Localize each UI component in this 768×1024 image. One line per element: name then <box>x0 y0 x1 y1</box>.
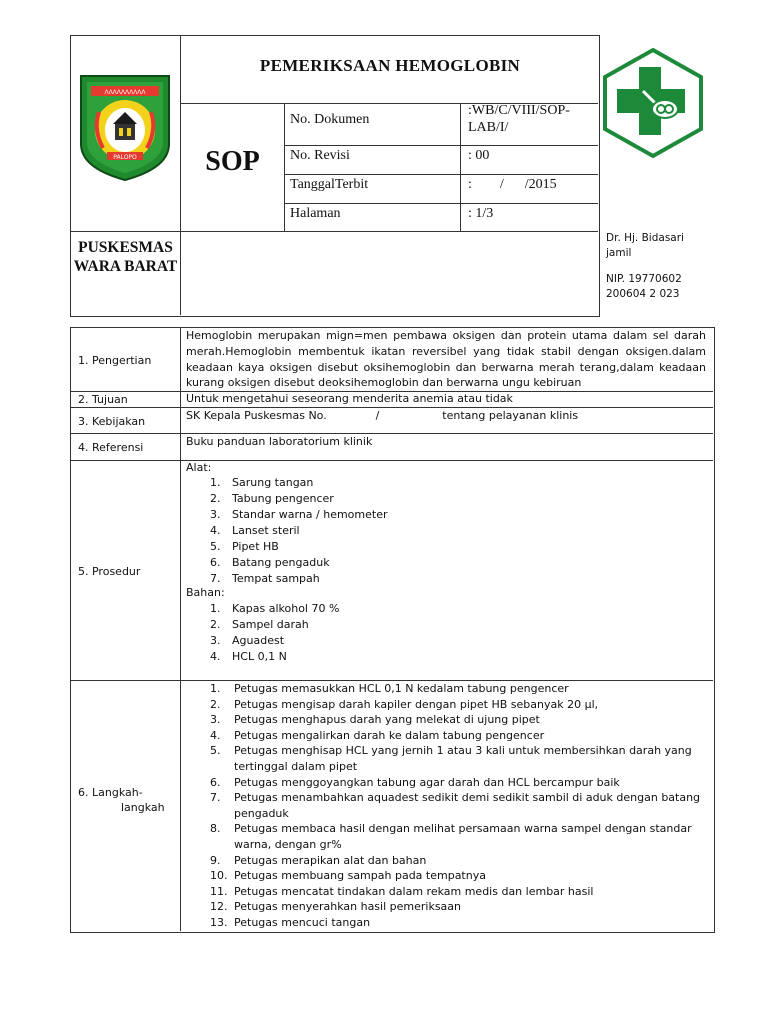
list-item: 3. Standar warna / hemometer <box>210 508 388 521</box>
pengertian-line: merah.Hemoglobin membentuk ikatan reversibel yang tidak stabil dengan oksigen.dalam <box>186 345 706 358</box>
list-item: 2. Sampel darah <box>210 618 309 631</box>
list-item: 1. Sarung tangan <box>210 476 314 489</box>
header-divider <box>284 174 598 175</box>
table-divider <box>70 460 713 461</box>
sop-label: SOP <box>205 146 260 177</box>
step-item: 6. Petugas menggoyangkan tabung agar darah dan HCL bercampur baik <box>210 775 620 789</box>
page-value: : 1/3 <box>468 206 494 221</box>
kebijakan-text: SK Kepala Puskesmas No. / tentang pelayanan klinis <box>186 409 579 422</box>
bahan-list <box>186 601 339 665</box>
list-item: 7. Tempat sampah <box>210 572 320 585</box>
section-label-referensi: 4. Referensi <box>78 441 144 454</box>
step-item: 11. Petugas mencatat tindakan dalam rekam medis dan lembar hasil <box>210 884 594 898</box>
header-divider <box>284 203 598 204</box>
alat-list <box>186 475 388 587</box>
section-label-prosedur: 5. Prosedur <box>78 565 141 578</box>
list-item: 4. Lanset steril <box>210 524 300 537</box>
referensi-text: Buku panduan laboratorium klinik <box>186 435 373 448</box>
list-item: 2. Tabung pengencer <box>210 492 334 505</box>
puskesmas-name: PUSKESMAS WARA BARAT <box>73 239 178 275</box>
pengertian-line: kurang oksigen disebut deoksihemoglobin dan berwarna ungu kebiruan <box>186 376 582 389</box>
section-label-pengertian: 1. Pengertian <box>78 354 152 367</box>
step-item: 12. Petugas menyerahkan hasil pemeriksaan <box>210 900 462 914</box>
health-cross-logo <box>601 47 705 159</box>
table-divider <box>70 433 713 434</box>
step-item-cont: tertinggal dalam pipet <box>234 759 358 773</box>
step-item: 2. Petugas mengisap darah kapiler dengan pipet HB sebanyak 20 µl, <box>210 697 599 711</box>
step-item-cont: warna, dengan gr% <box>234 837 342 851</box>
revision-value: : 00 <box>468 148 490 163</box>
bahan-heading: Bahan: <box>186 586 225 599</box>
step-item: 1. Petugas memasukkan HCL 0,1 N kedalam tabung pengencer <box>210 682 569 695</box>
issue-date-value: : / /2015 <box>468 177 557 192</box>
step-item: 8. Petugas membaca hasil dengan melihat persamaan warna sampel dengan standar <box>210 822 692 836</box>
list-item: 1. Kapas alkohol 70 % <box>210 602 340 615</box>
step-item: 9. Petugas merapikan alat dan bahan <box>210 853 427 867</box>
section-label-kebijakan: 3. Kebijakan <box>78 415 146 428</box>
signer-name: Dr. Hj. Bidasari jamil <box>606 232 684 259</box>
svg-text:PALOPO: PALOPO <box>113 154 137 161</box>
step-item: 10. Petugas membuang sampah pada tempatnya <box>210 869 486 883</box>
revision-label: No. Revisi <box>290 148 350 163</box>
step-item: 4. Petugas mengalirkan darah ke dalam tabung pengencer <box>210 728 545 742</box>
document-title: PEMERIKSAAN HEMOGLOBIN <box>259 56 521 75</box>
alat-heading: Alat: <box>186 461 212 474</box>
step-item-cont: pengaduk <box>234 806 289 820</box>
svg-text:ΛΛΛΛΛΛΛΛΛΛ: ΛΛΛΛΛΛΛΛΛΛ <box>104 89 146 96</box>
step-item: 5. Petugas menghisap HCL yang jernih 1 atau 3 kali untuk membersihkan darah yang <box>210 744 692 758</box>
header-divider <box>460 103 461 231</box>
header-divider <box>284 145 598 146</box>
list-item: 3. Aguadest <box>210 634 285 647</box>
doc-number-value: :WB/C/VIII/SOP-LAB/I/ <box>468 103 570 135</box>
table-divider <box>180 327 181 931</box>
list-item: 6. Batang pengaduk <box>210 556 330 569</box>
pengertian-line: Hemoglobin merupakan mign=men pembawa oksigen dan protein utama dalam sel darah <box>186 329 706 342</box>
list-item: 4. HCL 0,1 N <box>210 650 287 663</box>
list-item: 5. Pipet HB <box>210 540 279 553</box>
doc-number-label: No. Dokumen <box>290 112 370 127</box>
page-label: Halaman <box>290 206 341 221</box>
section-label-langkah: 6. Langkah- <box>78 786 143 799</box>
header-divider <box>284 103 285 231</box>
header-divider <box>70 231 598 232</box>
issue-date-label: TanggalTerbit <box>290 177 369 192</box>
step-item: 7. Petugas menambahkan aquadest sedikit demi sedikit sambil di aduk dengan batang <box>210 791 701 805</box>
tujuan-text: Untuk mengetahui seseorang menderita anemia atau tidak <box>186 392 513 405</box>
signer-nip: NIP. 19770602 200604 2 023 <box>606 273 682 300</box>
pengertian-line: keadaan kaya oksigen disebut oksihemoglobin dan berwarna merah terang,dalam keadaan <box>186 361 706 374</box>
step-item: 3. Petugas menghapus darah yang melekat di ujung pipet <box>210 713 540 727</box>
step-item: 13. Petugas mencuci tangan <box>210 915 371 929</box>
section-label-tujuan: 2. Tujuan <box>78 393 128 406</box>
emblem-logo <box>77 72 173 182</box>
langkah-list <box>186 681 710 931</box>
section-label-langkah-cont: langkah <box>121 801 165 814</box>
